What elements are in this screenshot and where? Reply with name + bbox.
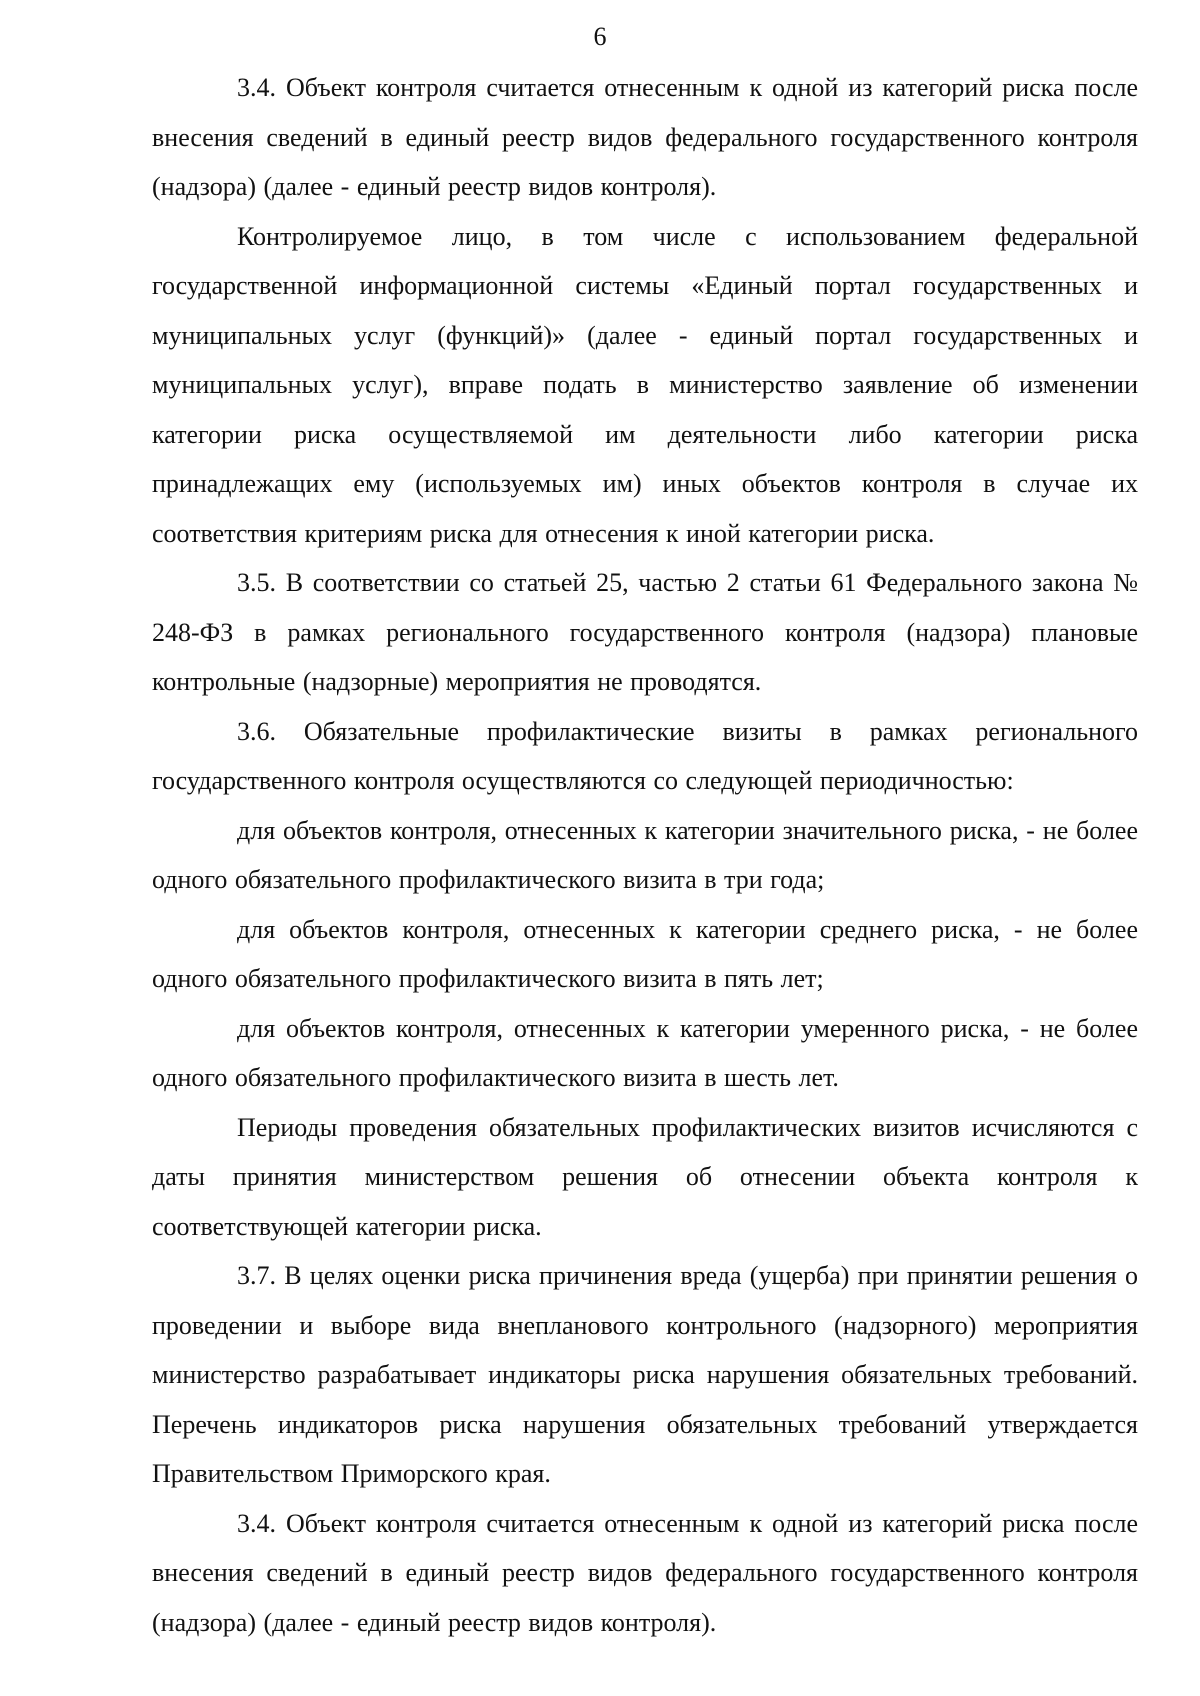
paragraph-medium-risk: для объектов контроля, отнесенных к категории среднего риска, - не более одного обязательного профилактического визита в пять лет;: [152, 914, 1138, 993]
paragraph-3-4: 3.4. Объект контроля считается отнесенным к одной из категорий риска после внесения сведений в единый реестр видов федерального государственного контроля (надзора) (далее - единый реестр видов контроля).: [152, 73, 1138, 201]
paragraph-3-6: 3.6. Обязательные профилактические визиты в рамках регионального государственного контроля осуществляются со следующей периодичностью:: [152, 716, 1138, 795]
page-number: 6: [593, 22, 607, 51]
paragraph-visit-periods: Периоды проведения обязательных профилактических визитов исчисляются с даты принятия министерством решения об отнесении объекта контроля к соответствующей категории риска.: [152, 1112, 1138, 1241]
paragraph-3-4-repeat: 3.4. Объект контроля считается отнесенным к одной из категорий риска после внесения сведений в единый реестр видов федерального государственного контроля (надзора) (далее - единый реестр видов контроля).: [152, 1508, 1138, 1637]
paragraph-controlled-person: Контролируемое лицо, в том числе с использованием федеральной государственной информационной системы «Единый портал государственных и муниципальных услуг (функций)» (далее - единый портал государственных и муниципальных услуг), вправе подать в министерство заявление об изменении категории риска осуществляемой им деятельности либо категории риска принадлежащих ему (используемых им) иных объектов контроля в случае их соответствия критериям риска для отнесения к иной категории риска.: [152, 221, 1138, 548]
document-body: [152, 63, 1138, 1647]
paragraph-3-5: 3.5. В соответствии со статьей 25, частью 2 статьи 61 Федерального закона № 248-ФЗ в рамках регионального государственного контроля (надзора) плановые контрольные (надзорные) мероприятия не проводятся.: [152, 568, 1138, 696]
paragraph-moderate-risk: для объектов контроля, отнесенных к категории умеренного риска, - не более одного обязательного профилактического визита в шесть лет.: [152, 1013, 1138, 1092]
paragraph-3-7: 3.7. В целях оценки риска причинения вреда (ущерба) при принятии решения о проведении и выборе вида внепланового контрольного (надзорного) мероприятия министерство разрабатывает индикаторы риска нарушения обязательных требований. Перечень индикаторов риска нарушения обязательных требований утверждается Правительством Приморского края.: [152, 1261, 1138, 1488]
paragraph-significant-risk: для объектов контроля, отнесенных к категории значительного риска, - не более одного обязательного профилактического визита в три года;: [152, 815, 1138, 894]
